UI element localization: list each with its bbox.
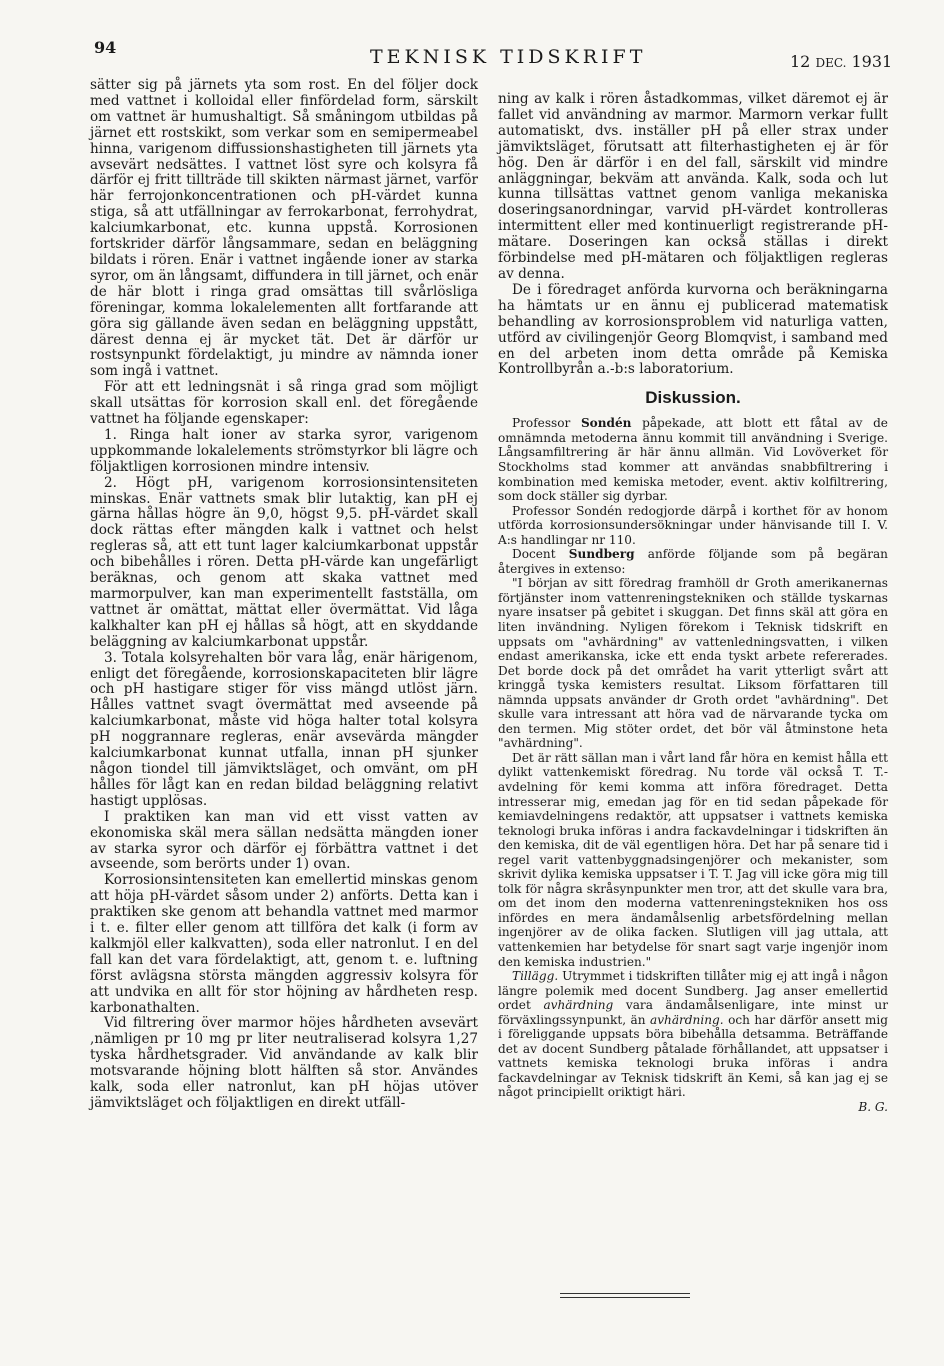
- left-paragraph-7: Korrosionsintensiteten kan emellertid minskas genom att höja pH-värdet såsom under 2) anförts. Detta kan i praktiken ske genom att behandla vattnet med marmor i t. e. filter eller genom att tillföra det kalk (i form av kalkmjöl eller kalkvatten), soda eller natronlut. I en del fall kan det vara fördelaktigt, att, genom t. e. luftning först avlägsna största mängden aggressiv kolsyra för att undvika en allt för stor höjning av hårdheten resp. karbonathalten.: [90, 872, 478, 1016]
- issue-year: 1931: [851, 52, 893, 71]
- speaker-title: Professor: [512, 416, 571, 431]
- speaker-name: Sundberg: [568, 547, 635, 562]
- issue-month: DEC.: [815, 56, 847, 70]
- journal-title: TEKNISK TIDSKRIFT: [370, 46, 647, 68]
- discussion-paragraph-5: Det är rätt sällan man i vårt land får höra en kemist hålla ett dylikt vattenkemiskt föredrag. Nu torde väl också T. T.-avdelning för kemi komma att införa föredraget. Detta intresserar mig, emedan jag för en tid sedan påpekade för kemiavdelningens redaktör, att uppsatser i vattnets kemiska teknologi bruka införas i andra fackavdelningar i tidskriften än den kemiska, dit de väl egentligen höra. Det har på senare tid i regel varit vattenbyggnadsingenjörer och mekanister, som skrivit dylika kemiska uppsatser i T. T. Jag vill icke göra mig till tolk för några skråsynpunkter men tror, att det skulle vara bra, om det inom den moderna vattenreningstekniken hos oss infördes en mera ändamålsenlig arbetsfördelning mellan ingenjörer av de olika facken. Slutligen vill jag uttala, att vattenkemien har betydelse för snart sagt varje ingenjör inom den kemiska industrien.": [498, 750, 888, 969]
- speaker-name: Sondén: [580, 416, 632, 431]
- discussion-text: anförde följande som på begäran återgives in extenso:: [498, 547, 888, 576]
- issue-day: 12: [790, 52, 811, 71]
- left-paragraph-2: För att ett ledningsnät i så ringa grad som möjligt skall utsättas för korrosion skall enl. det föregående vattnet ha följande egenskaper:: [90, 379, 478, 428]
- page-number: 94: [94, 38, 117, 57]
- discussion-paragraph-2: Professor Sondén redogjorde därpå i korthet för av honom utförda korrosionsundersökningar under hänvisande till I. V. A:s handlingar nr 110.: [498, 503, 888, 547]
- addendum-text-a: Utrymmet i tidskriften tillåter mig ej att ingå i någon längre polemik med docent Sundberg. Jag anser emellertid ordet: [498, 969, 888, 1013]
- addendum-term-1: avhärdning: [543, 998, 614, 1013]
- addendum-term-2: avhärdning.: [649, 1012, 724, 1027]
- discussion-heading: Diskussion.: [645, 388, 741, 408]
- speaker-title: Docent: [512, 547, 556, 562]
- left-paragraph-4: 2. Högt pH, varigenom korrosionsintensiteten minskas. Enär vattnets smak blir lutaktig, kan pH ej gärna hållas högre än 9,0, högst 9,5. pH-värdet skall dock rättas efter mängden kalk i vattnet och helst regleras så, att ett tunt lager kalciumkarbonat uppstår och bibehålles i rören. Detta pH-värde kan ungefärligt beräknas, och genom att skaka vattnet med marmorpulver, kan man experimentellt fastställa, om vattnet är omättat, mättat eller övermättat. Vid låga kalkhalter kan pH ej hållas så högt, att en skyddande beläggning av kalciumkarbonat uppstår.: [90, 474, 478, 650]
- left-paragraph-5: 3. Totala kolsyrehalten bör vara låg, enär härigenom, enligt det föregående, korrosionskapaciteten blir lägre och pH hastigare stiger för viss mängd utlöst järn. Hålles vattnet svagt övermättat med avseende på kalciumkarbonat, måste vid höga halter total kolsyra pH noggrannare regleras, enär avsevärda mängder kalciumkarbonat kunnat utfalla, innan pH sjunker någon tiondel till jämviktsläget, och omvänt, om pH hålles för lågt kan en redan bildad beläggning relativt hastigt upplösas.: [90, 649, 478, 809]
- left-column: [90, 78, 478, 1112]
- addendum-paragraph: [498, 969, 888, 1100]
- signature: B. G.: [858, 1100, 888, 1115]
- right-paragraph-2: De i föredraget anförda kurvorna och beräkningarna ha hämtats ur en ännu ej publicerad matematisk behandling av korrosionsproblem vid naturliga vatten, utförd av civilingenjör Georg Blomqvist, i samband med en del arbeten inom detta område på Kemiska Kontrollbyrån a.-b:s laboratorium.: [498, 281, 888, 378]
- left-paragraph-8: Vid filtrering över marmor höjes hårdheten avsevärt ,nämligen pr 10 mg pr liter neutraliserad kolsyra 1,27 tyska hårdhetsgrader. Vid användande av kalk blir motsvarande höjning blott hälften så stor. Användes kalk, soda eller natronlut, kan pH höjas utöver jämviktsläget och följaktligen en direkt utfäll-: [90, 1015, 478, 1111]
- issue-date: [790, 52, 892, 71]
- left-paragraph-1: sätter sig på järnets yta som rost. En del följer dock med vattnet i kolloidal eller finfördelad form, särskilt om vattnet är humushaltigt. Så småningom utbildas på järnet ett rostskikt, som verkar som en semipermeabel hinna, varigenom diffussionshastigheten till järnets yta avsevärt nedsättes. I vattnet löst syre och kolsyra få därför ej fritt tillträde till skikten närmast järnet, varför här ferrojonkoncentrationen och pH-värdet kunna stiga, så att utfällningar av ferrokarbonat, ferrohydrat, kalciumkarbonat, etc. kunna uppstå. Korrosionen fortskrider därför långsammare, sedan en beläggning bildats i rören. Enär i vattnet ingående ioner av starka syror, om än långsamt, diffundera in till järnet, och enär de här blott i ringa grad omsättas till svårlösliga föreningar, komma lokalelementen allt fortfarande att göra sig gällande även sedan en beläggning uppstått, därest denna ej är mycket tät. Det är därför ur rostsynpunkt fördelaktigt, ju mindre av nämnda ioner som ingå i vattnet.: [90, 77, 478, 380]
- discussion-paragraph-1: [498, 416, 888, 503]
- addendum-lead: Tillägg.: [512, 969, 559, 984]
- left-paragraph-6: I praktiken kan man vid ett visst vatten av ekonomiska skäl mera sällan nedsätta mängden ioner av starka syror och därför ej förbättra vattnet i det avseende, som berörts under 1) ovan.: [90, 808, 478, 873]
- discussion-paragraph-4: "I början av sitt föredrag framhöll dr Groth amerikanernas förtjänster inom vattenreningstekniken och ställde tyskarnas nyare insatser på gebitet i skuggan. Det finns skäl att göra en liten invändning. Nyligen förekom i Teknisk tidskrift en uppsats om "avhärdning" av vattenledningsvatten, i vilken endast amerikanska, icke ett enda tyskt arbete refererades. Det borde dock på det området ha varit ytterligt svårt att kringgå tyska kemisters resultat. Liksom författaren till nämnda uppsats använder dr Groth ordet "avhärdning". Det skulle vara intressant att höra vad de närvarande tycka om den termen. Mig stöter ordet, det bör väl åtminstone heta "avhärdning".: [498, 576, 888, 751]
- discussion-text: påpekade, att blott ett fåtal av de omnämnda metoderna ännu kommit till användning i Sverige. Långsamfiltrering är här ännu allmän. Vid Lovöverket för Stockholms stad kommer att användas snabbfiltrering i kombination med kemiska metoder, event. aktiv kolfiltrering, som dock ställer sig dyrbar.: [498, 416, 888, 504]
- right-column: [498, 92, 888, 1115]
- end-rule: [560, 1293, 690, 1298]
- addendum-text-c: och har därför ansett mig i föreliggande uppsats böra bibehålla detsamma. Beträffande det av docent Sundberg påtalade förhållandet, att uppsatser i vattnets kemiska teknologi bruka införas i andra fackavdelningar av Teknisk tidskrift än Kemi, så kan jag ej se något principiellt oriktigt häri.: [498, 1012, 888, 1100]
- right-paragraph-1: ning av kalk i rören åstadkommas, vilket däremot ej är fallet vid användning av marmor. Marmorn verkar fullt automatiskt, dvs. inställer pH på eller strax under jämviktsläget, förutsatt att filterhastigheten ej är för hög. Den är därför i en del fall, särskilt vid mindre anläggningar, bekväm att använda. Kalk, soda och lut kunna tillsättas vattnet genom vanliga mekaniska doseringsanordningar, varvid pH-värdet kontrolleras intermittent eller med kontinuerligt registrerande pH-mätare. Doseringen kan också ställas i direkt förbindelse med pH-mätaren och följaktligen regleras av denna.: [498, 91, 888, 282]
- discussion-paragraph-3: [498, 547, 888, 576]
- left-paragraph-3: 1. Ringa halt ioner av starka syror, varigenom uppkommande lokalelements strömstyrkor bli lägre och följaktligen korrosionen mindre intensiv.: [90, 426, 478, 475]
- addendum-text-b: vara ändamålsenligare, inte minst ur förväxlingssynpunkt, än: [498, 998, 888, 1027]
